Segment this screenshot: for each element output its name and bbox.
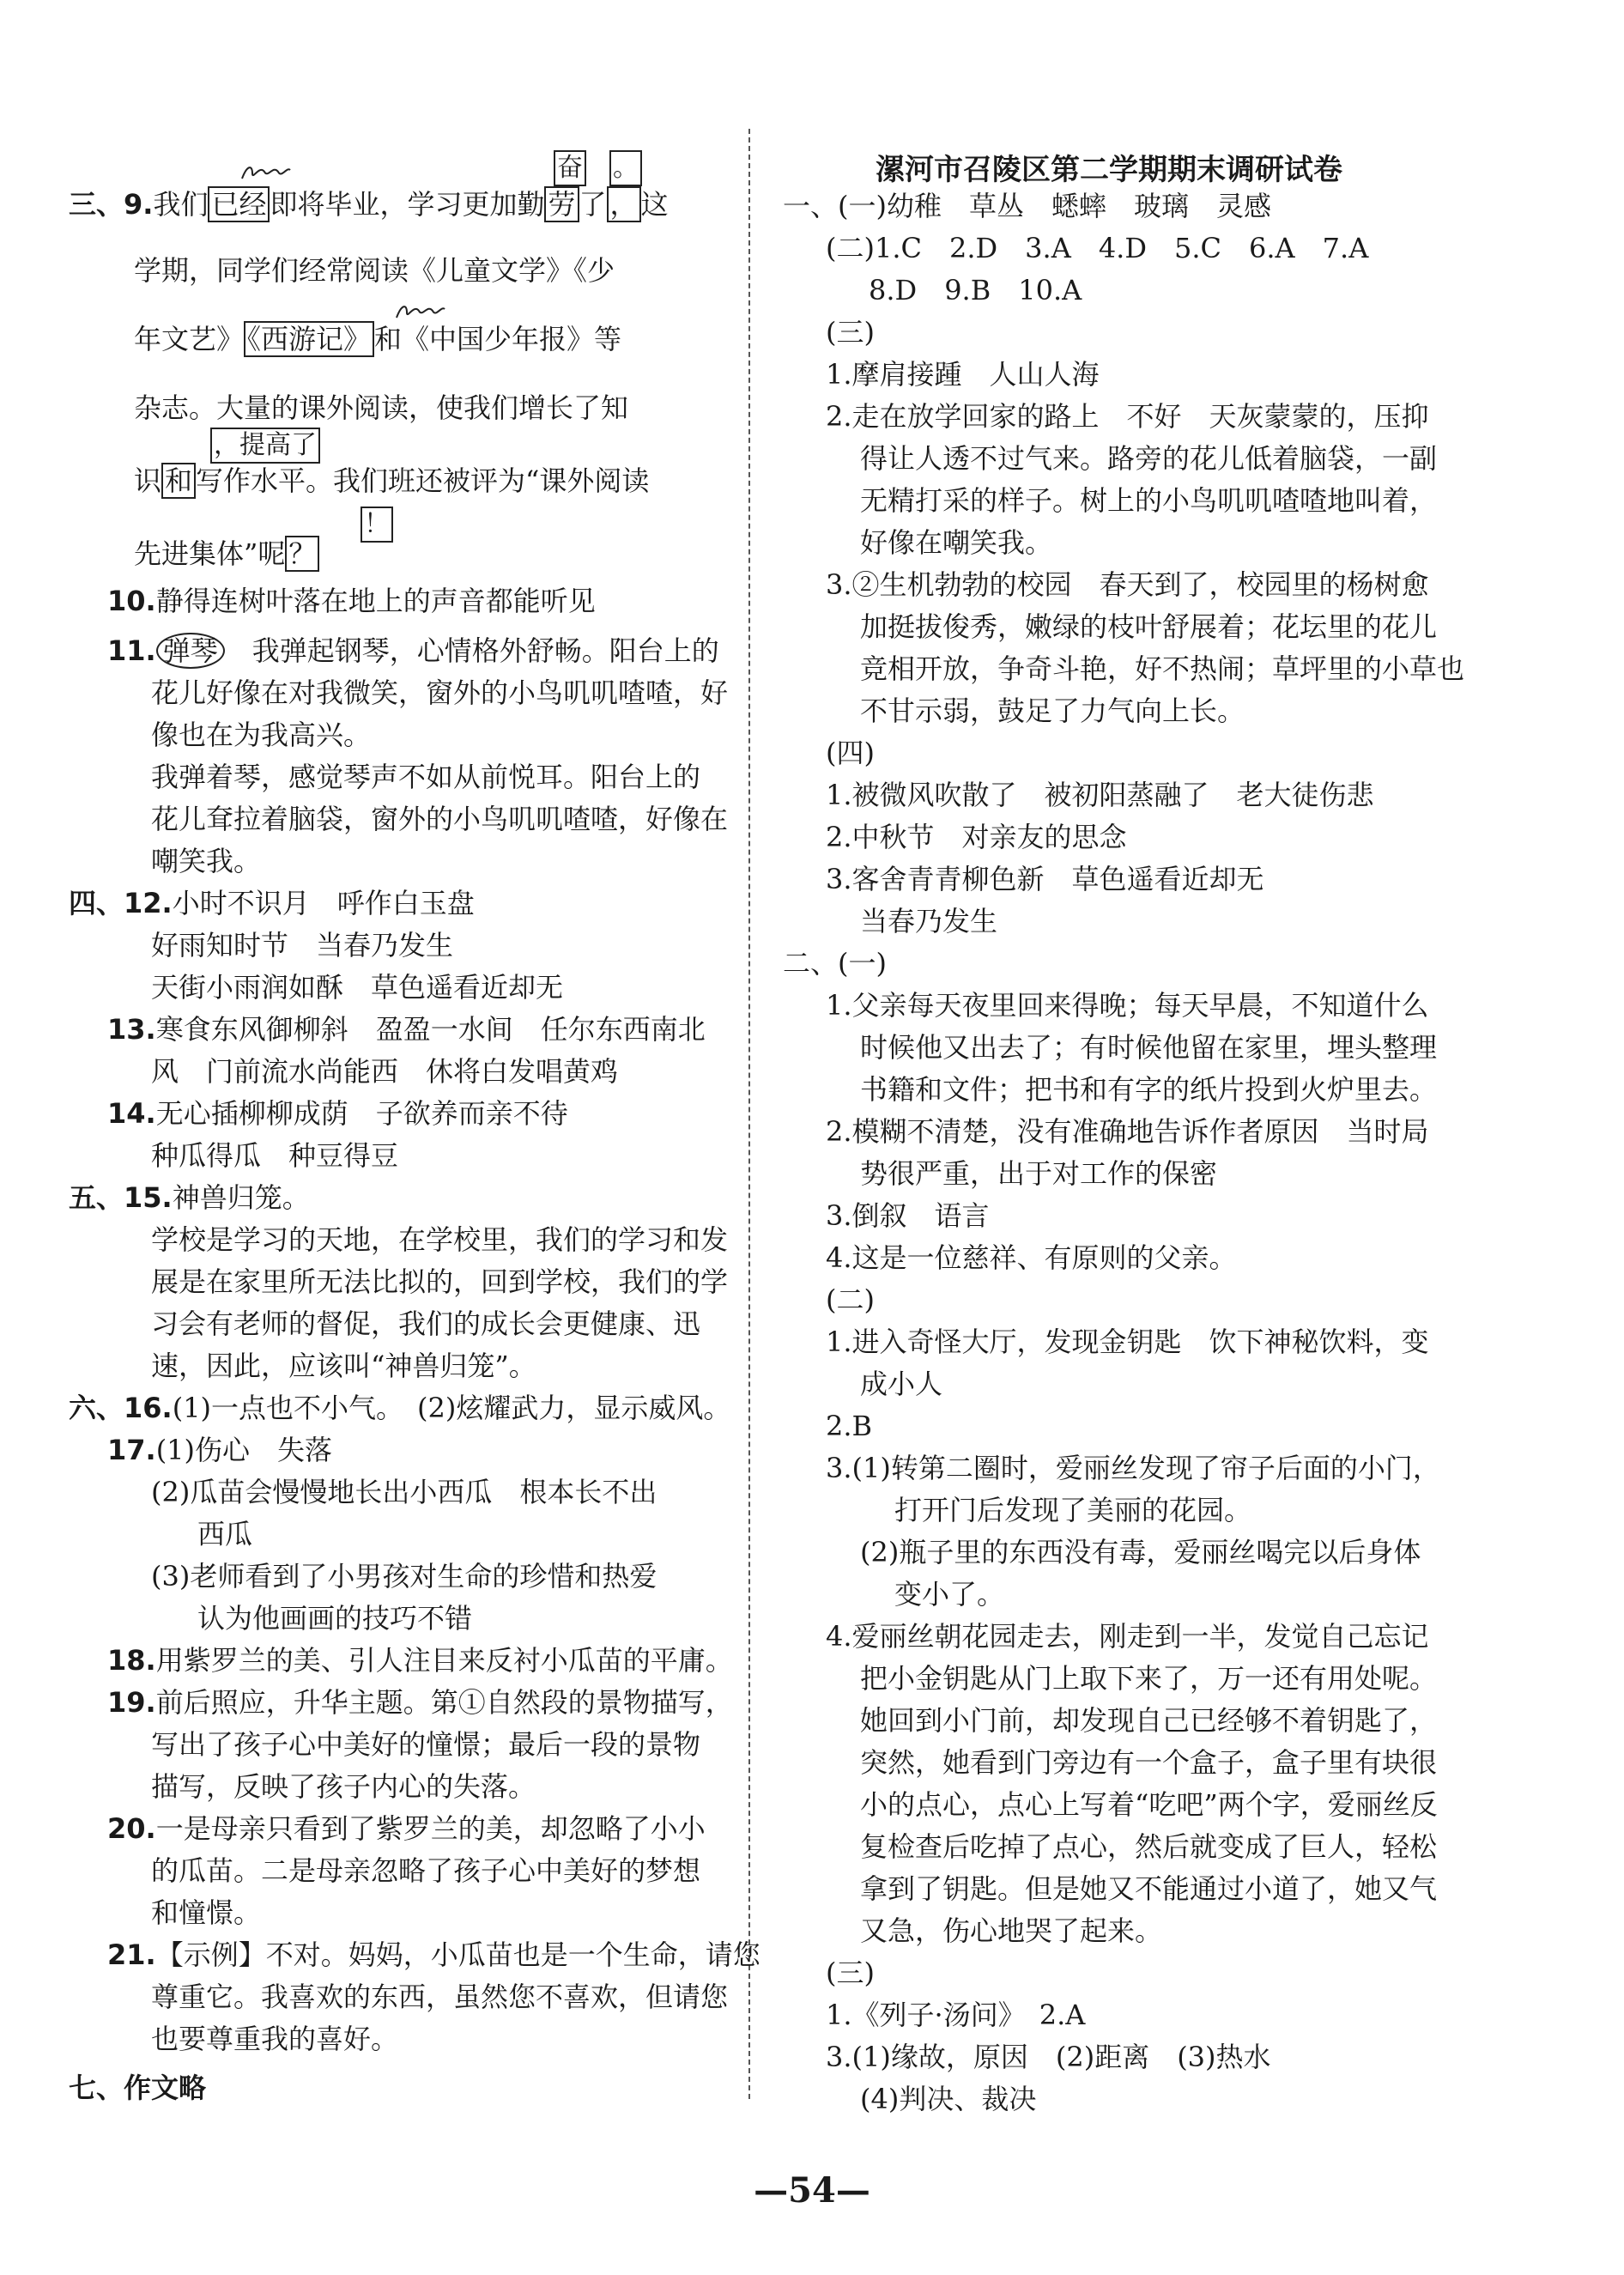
q18: 18.用紫罗兰的美、引人注目来反衬小瓜苗的平庸。 [107, 1644, 733, 1677]
r-line: 竞相开放，争奇斗艳，好不热闹；草坪里的小草也 [860, 652, 1465, 685]
r-line: 加挺拔俊秀，嫩绿的枝叶舒展着；花坛里的花儿 [860, 610, 1438, 643]
boxed-title: 《西游记》 [244, 321, 374, 357]
r-line: (三) [826, 316, 875, 349]
q21-line2: 尊重它。我喜欢的东西，虽然您不喜欢，但请您 [151, 1981, 729, 2013]
r-line: 1.进入奇怪大厅，发现金钥匙 饮下神秘饮料，变 [826, 1326, 1429, 1358]
r-line: 势很严重，出于对工作的保密 [860, 1157, 1218, 1190]
r-line: 4.爱丽丝朝花园走去，刚走到一半，发觉自己忘记 [826, 1620, 1429, 1653]
s4-line2: 好雨知时节 当春乃发生 [151, 929, 454, 962]
q14-line2: 种瓜得瓜 种豆得豆 [151, 1139, 399, 1172]
r-line: 3.(1)缘故，原因 (2)距离 (3)热水 [826, 2041, 1271, 2073]
boxed-mark: ？ [285, 536, 319, 572]
s4-line3: 天街小雨润如酥 草色遥看近却无 [151, 971, 564, 1004]
r-line: 突然，她看到门旁边有一个盒子，盒子里有块很 [860, 1746, 1438, 1779]
q17-line2: (2)瓜苗会慢慢地长出小西瓜 根本长不出 [151, 1476, 657, 1508]
q11-line2: 花儿好像在对我微笑，窗外的小鸟叽叽喳喳，好 [151, 676, 729, 709]
r-line: 3.②生机勃勃的校园 春天到了，校园里的杨树愈 [826, 568, 1429, 601]
s3-line3: 年文艺》 《西游记》 和《中国少年报》等 [134, 323, 622, 355]
s5-line2: 学校是学习的天地，在学校里，我们的学习和发 [151, 1223, 729, 1256]
r-line: (2)瓶子里的东西没有毒，爱丽丝喝完以后身体 [860, 1536, 1421, 1568]
r-line: 1.父亲每天夜里回来得晚；每天早晨，不知道什么 [826, 989, 1429, 1022]
s5-line4: 习会有老师的督促，我们的成长会更健康、迅 [151, 1307, 701, 1340]
insert-correction-tigaole: ，提高了 [210, 428, 320, 464]
insert-correction-exclaim: ！ [361, 507, 393, 543]
r-line: (三) [826, 1956, 875, 1989]
loop-correction-mark [240, 163, 292, 182]
q21-line1: 21.【示例】不对。妈妈，小瓜苗也是一个生命，请您 [107, 1938, 760, 1971]
r-line: 得让人透不过气来。路旁的花儿低着脑袋，一副 [860, 442, 1438, 475]
q21-line3: 也要尊重我的喜好。 [151, 2023, 399, 2055]
q10: 10.静得连树叶落在地上的声音都能听见 [107, 585, 596, 617]
r-line: 二、(一) [783, 947, 887, 980]
insert-correction-period: 。 [609, 150, 642, 186]
r-line: 打开门后发现了美丽的花园。 [894, 1494, 1252, 1526]
r-line: 2.模糊不清楚，没有准确地告诉作者原因 当时局 [826, 1115, 1429, 1148]
s3-line4: 杂志。大量的课外阅读，使我们增长了知 [134, 391, 629, 424]
r-line: 小的点心，点心上写着“吃吧”两个字，爱丽丝反 [860, 1788, 1438, 1821]
r-line: 3.客舍青青柳色新 草色遥看近却无 [826, 863, 1264, 895]
loop-correction-mark [395, 302, 446, 321]
r-line: 8.D 9.B 10.A [869, 274, 1082, 306]
s3-line6: 先进集体”呢 ？ [134, 537, 319, 571]
s5-line5: 速，因此，应该叫“神兽归笼”。 [151, 1350, 536, 1382]
boxed-word: 劳 [544, 186, 579, 222]
s3-line5: 识 和 写作水平。我们班还被评为“课外阅读 [134, 464, 650, 497]
r-line: 她回到小门前，却发现自己已经够不着钥匙了， [860, 1704, 1438, 1737]
q17-line4: (3)老师看到了小男孩对生命的珍惜和热爱 [151, 1560, 657, 1592]
q13-line2: 风 门前流水尚能西 休将白发唱黄鸡 [151, 1055, 619, 1088]
r-line: 时候他又出去了；有时候他留在家里，埋头整理 [860, 1031, 1438, 1064]
r-line: 一、(一)幼稚 草丛 蟋蟀 玻璃 灵感 [783, 190, 1271, 222]
boxed-word: 和 [161, 463, 196, 499]
q19-line1: 19.前后照应，升华主题。第①自然段的景物描写， [107, 1686, 733, 1719]
r-line: 书籍和文件；把书和有字的纸片投到火炉里去。 [860, 1073, 1438, 1106]
r-line: 1.《列子·汤问》 2.A [826, 1999, 1086, 2031]
q11-line6: 嘲笑我。 [151, 845, 262, 877]
r-line: (二)1.C 2.D 3.A 4.D 5.C 6.A 7.A [826, 232, 1369, 264]
r-line: 当春乃发生 [860, 905, 998, 937]
page-number: —54— [754, 2170, 870, 2211]
s3-line2: 学期，同学们经常阅读《儿童文学》《少 [134, 254, 615, 287]
q11-line4: 我弹着琴，感觉琴声不如从前悦耳。阳台上的 [151, 761, 701, 793]
q20-line2: 的瓜苗。二是母亲忽略了孩子心中美好的梦想 [151, 1854, 701, 1887]
s6-line1: 六、16.(1)一点也不小气。 (2)炫耀武力，显示威风。 [69, 1392, 731, 1424]
q17-line5: 认为他画画的技巧不错 [197, 1602, 473, 1635]
r-line: 成小人 [860, 1368, 943, 1400]
q20-line3: 和憧憬。 [151, 1896, 262, 1929]
r-line: 2.中秋节 对亲友的思念 [826, 821, 1127, 853]
q19-line2: 写出了孩子心中美好的憧憬；最后一段的景物 [151, 1728, 701, 1761]
r-line: 3.(1)转第二圈时，爱丽丝发现了帘子后面的小门， [826, 1452, 1440, 1484]
r-line: (4)判决、裁决 [860, 2083, 1037, 2115]
insert-correction-fen: 奋 [554, 150, 586, 186]
q19-line3: 描写，反映了孩子内心的失落。 [151, 1770, 536, 1803]
r-line: 4.这是一位慈祥、有原则的父亲。 [826, 1241, 1237, 1274]
q17-line1: 17.(1)伤心 失落 [107, 1434, 333, 1466]
r-line: 好像在嘲笑我。 [860, 526, 1053, 559]
r-line: 变小了。 [894, 1578, 1005, 1611]
s5-line1: 五、15.神兽归笼。 [69, 1181, 310, 1214]
r-line: 1.被微风吹散了 被初阳蒸融了 老大徒伤悲 [826, 779, 1374, 811]
column-divider [748, 129, 750, 2099]
boxed-mark: ， [607, 186, 641, 222]
r-line: 2.B [826, 1410, 873, 1442]
q14-line1: 14.无心插柳柳成荫 子欲养而亲不待 [107, 1097, 568, 1130]
q11-line1: 11. 弹琴 我弹起钢琴，心情格外舒畅。阳台上的 [107, 634, 719, 667]
q13-line1: 13.寒食东风御柳斜 盈盈一水间 任尔东西南北 [107, 1013, 706, 1046]
r-line: 复检查后吃掉了点心，然后就变成了巨人，轻松 [860, 1830, 1438, 1863]
q11-line3: 像也在为我高兴。 [151, 719, 372, 751]
r-line: 把小金钥匙从门上取下来了，万一还有用处呢。 [860, 1662, 1438, 1695]
boxed-word: 已经 [208, 186, 270, 222]
r-line: 又急，伤心地哭了起来。 [860, 1914, 1163, 1947]
r-line: 2.走在放学回家的路上 不好 天灰蒙蒙的，压抑 [826, 400, 1429, 433]
q11-line5: 花儿耷拉着脑袋，窗外的小鸟叽叽喳喳，好像在 [151, 803, 729, 835]
s5-line3: 展是在家里所无法比拟的，回到学校，我们的学 [151, 1265, 729, 1298]
exam-title: 漯河市召陵区第二学期期末调研试卷 [876, 153, 1342, 187]
r-line: (二) [826, 1283, 875, 1316]
circled-word: 弹琴 [156, 633, 225, 669]
section-3-number: 三、9. [69, 188, 154, 221]
r-line: (四) [826, 737, 875, 769]
q20-line1: 20.一是母亲只看到了紫罗兰的美，却忽略了小小 [107, 1812, 706, 1845]
r-line: 不甘示弱，鼓足了力气向上长。 [860, 695, 1245, 727]
r-line: 无精打采的样子。树上的小鸟叽叽喳喳地叫着， [860, 484, 1438, 517]
s7: 七、作文略 [69, 2072, 207, 2104]
r-line: 3.倒叙 语言 [826, 1199, 990, 1232]
r-line: 1.摩肩接踵 人山人海 [826, 358, 1100, 391]
r-line: 拿到了钥匙。但是她又不能通过小道了，她又气 [860, 1872, 1438, 1905]
q17-line3: 西瓜 [197, 1518, 253, 1550]
s4-line1: 四、12.小时不识月 呼作白玉盘 [69, 887, 475, 919]
s3-line1: 三、9.我们 已经 即将毕业，学习更加勤 劳 了 ， 这 [69, 188, 669, 221]
